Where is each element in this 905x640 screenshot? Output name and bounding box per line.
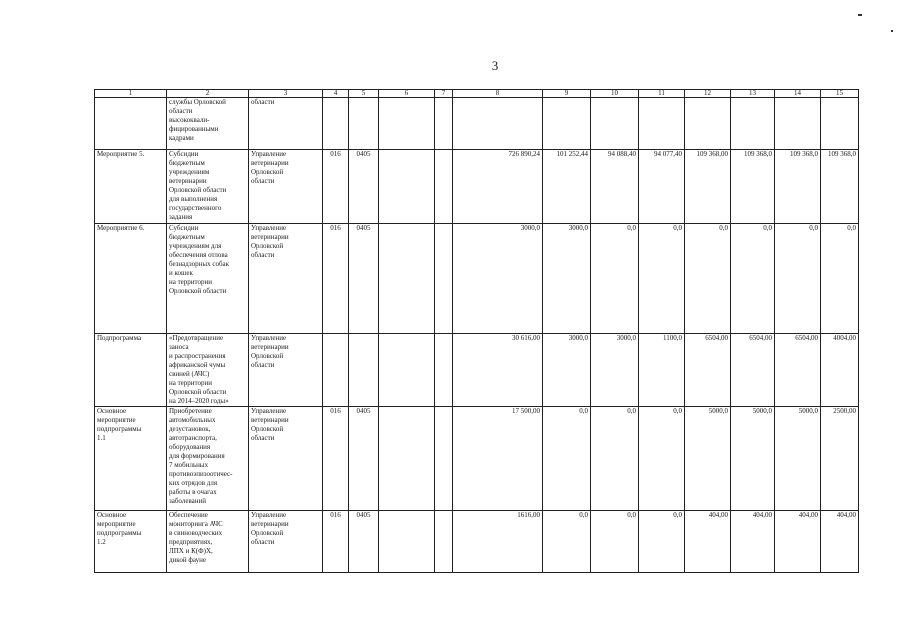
cell-text-line: заболеваний xyxy=(169,497,206,505)
cell-text-line: африканской чумы xyxy=(169,361,226,369)
table-cell-col-2 xyxy=(167,98,249,150)
header-cell: 14 xyxy=(775,90,821,98)
cell-text-line: Основное xyxy=(97,511,127,519)
cell-text-line: ветеринарии xyxy=(251,416,289,424)
table-cell-col-12: 404,00 xyxy=(685,511,731,573)
budget-table xyxy=(94,89,859,573)
cell-text-line: области xyxy=(251,434,275,442)
cell-text-line: ЛПХ и К(Ф)Х, xyxy=(169,547,213,555)
table-cell-col-11 xyxy=(639,98,685,150)
table-cell-col-1: Подпрограмма xyxy=(95,334,167,407)
cell-text-line: Управление xyxy=(251,224,287,232)
cell-text-line: и кошек xyxy=(169,269,193,277)
table-cell-col-5 xyxy=(349,98,379,150)
cell-text-line: Орловской xyxy=(251,425,284,433)
cell-text-line: ветеринарии xyxy=(251,233,289,241)
cell-text-line: ких отрядов для xyxy=(169,479,218,487)
table-cell-col-11: 0,0 xyxy=(639,511,685,573)
cell-text-line: учреждениям для xyxy=(169,242,222,250)
table-cell-col-12: 5000,0 xyxy=(685,407,731,511)
cell-text-line: области xyxy=(251,361,275,369)
cell-text-line: для формирования xyxy=(169,452,225,460)
table-cell-col-7 xyxy=(435,98,453,150)
cell-text-line: в свиноводческих xyxy=(169,529,223,537)
table-cell-col-11: 94 077,40 xyxy=(639,150,685,224)
cell-text-line: службы Орловской xyxy=(169,98,226,106)
table-cell-col-5: 0405 xyxy=(349,511,379,573)
table-cell-col-3 xyxy=(249,98,323,150)
table-cell-col-6 xyxy=(379,334,435,407)
header-cell: 12 xyxy=(685,90,731,98)
table-cell-col-15: 0,0 xyxy=(821,224,859,334)
cell-text-line: задания xyxy=(169,213,193,221)
table-cell-col-10: 0,0 xyxy=(591,407,639,511)
table-cell-col-7 xyxy=(435,334,453,407)
cell-text-line: Управление xyxy=(251,407,287,415)
table-cell-col-8: 17 500,00 xyxy=(453,407,543,511)
table-cell-col-4: 016 xyxy=(323,150,349,224)
cell-text-line: Орловской xyxy=(251,168,284,176)
cell-text-line: работы в очагах xyxy=(169,488,217,496)
table-cell-col-14: 6504,00 xyxy=(775,334,821,407)
table-cell-col-10 xyxy=(591,98,639,150)
cell-text-line: оборудования xyxy=(169,443,211,451)
cell-text-line: Субсидии xyxy=(169,150,199,158)
table-cell-col-13 xyxy=(731,98,775,150)
cell-text-line: подпрограммы xyxy=(97,425,142,433)
table-row xyxy=(95,511,859,573)
table-cell-col-14: 5000,0 xyxy=(775,407,821,511)
table-row xyxy=(95,407,859,511)
header-cell: 5 xyxy=(349,90,379,98)
table-cell-col-15: 109 368,0 xyxy=(821,150,859,224)
table-cell-col-7 xyxy=(435,150,453,224)
table-cell-col-13: 404,00 xyxy=(731,511,775,573)
header-cell: 1 xyxy=(95,90,167,98)
table-cell-col-4: 016 xyxy=(323,511,349,573)
table-cell-col-5: 0405 xyxy=(349,407,379,511)
table-cell-col-13: 6504,00 xyxy=(731,334,775,407)
cell-text-line: дикой фауне xyxy=(169,556,206,564)
table-cell-col-14: 404,00 xyxy=(775,511,821,573)
table-cell-col-15: 404,00 xyxy=(821,511,859,573)
table-cell-col-11: 0,0 xyxy=(639,224,685,334)
table-cell-col-2 xyxy=(167,150,249,224)
header-cell: 9 xyxy=(543,90,591,98)
table-cell-col-5 xyxy=(349,334,379,407)
header-cell: 6 xyxy=(379,90,435,98)
cell-text-line: для выполнения xyxy=(169,195,218,203)
cell-text-line: на территории xyxy=(169,379,212,387)
table-cell-col-11: 1100,0 xyxy=(639,334,685,407)
header-cell: 15 xyxy=(821,90,859,98)
cell-text-line: ветеринарии xyxy=(251,343,289,351)
table-row xyxy=(95,98,859,150)
table-cell-col-9: 101 252,44 xyxy=(543,150,591,224)
table-row xyxy=(95,150,859,224)
table-cell-col-1 xyxy=(95,98,167,150)
table-cell-col-3 xyxy=(249,334,323,407)
cell-text-line: Субсидии xyxy=(169,224,199,232)
table-cell-col-12: 0,0 xyxy=(685,224,731,334)
table-cell-col-4 xyxy=(323,334,349,407)
header-cell: 13 xyxy=(731,90,775,98)
cell-text-line: обеспечения отлова xyxy=(169,251,228,259)
cell-text-line: автотранспорта, xyxy=(169,434,217,442)
table-cell-col-2 xyxy=(167,511,249,573)
table-cell-col-8: 1616,00 xyxy=(453,511,543,573)
table-cell-col-10: 3000,0 xyxy=(591,334,639,407)
cell-text-line: области xyxy=(251,98,275,106)
table-cell-col-13: 0,0 xyxy=(731,224,775,334)
table-cell-col-10: 0,0 xyxy=(591,511,639,573)
cell-text-line: бюджетным xyxy=(169,159,205,167)
cell-text-line: Орловской области xyxy=(169,186,227,194)
cell-text-line: «Предотвращение xyxy=(169,334,224,342)
table-cell-col-4: 016 xyxy=(323,224,349,334)
table-cell-col-1: Мероприятие 5. xyxy=(95,150,167,224)
cell-text-line: на территории xyxy=(169,278,212,286)
cell-text-line: предприятиях, xyxy=(169,538,213,546)
table-cell-col-7 xyxy=(435,511,453,573)
table-cell-col-2 xyxy=(167,334,249,407)
page-number: 3 xyxy=(491,58,499,73)
table-cell-col-9: 3000,0 xyxy=(543,224,591,334)
table-cell-col-3 xyxy=(249,150,323,224)
cell-text-line: безнадзорных собак xyxy=(169,260,230,268)
cell-text-line: области xyxy=(251,538,275,546)
table-cell-col-6 xyxy=(379,98,435,150)
table-cell-col-4 xyxy=(323,98,349,150)
table-cell-col-10: 0,0 xyxy=(591,224,639,334)
table-cell-col-8 xyxy=(453,98,543,150)
cell-text-line: учреждениям xyxy=(169,168,210,176)
cell-text-line: области xyxy=(251,177,275,185)
table-cell-col-12: 109 368,00 xyxy=(685,150,731,224)
table-cell-col-14 xyxy=(775,98,821,150)
cell-text-line: ветеринарии xyxy=(251,520,289,528)
table-cell-col-13: 109 368,0 xyxy=(731,150,775,224)
cell-text-line: 1.1 xyxy=(97,434,106,442)
cell-text-line: мероприятие xyxy=(97,520,136,528)
table-cell-col-14: 109 368,0 xyxy=(775,150,821,224)
cell-text-line: дезустановок, xyxy=(169,425,211,433)
cell-text-line: на 2014–2020 годы» xyxy=(169,397,229,405)
header-cell: 3 xyxy=(249,90,323,98)
table-cell-col-6 xyxy=(379,150,435,224)
table-cell-col-5: 0405 xyxy=(349,224,379,334)
table-cell-col-8: 726 890,24 xyxy=(453,150,543,224)
cell-text-line: Орловской xyxy=(251,529,284,537)
table-cell-col-15: 2500,00 xyxy=(821,407,859,511)
table-row xyxy=(95,224,859,334)
cell-text-line: ветеринарии xyxy=(169,177,207,185)
header-cell: 2 xyxy=(167,90,249,98)
table-cell-col-4: 016 xyxy=(323,407,349,511)
cell-text-line: Орловской xyxy=(251,352,284,360)
table-cell-col-1 xyxy=(95,407,167,511)
header-cell: 8 xyxy=(453,90,543,98)
cell-text-line: Основное xyxy=(97,407,127,415)
cell-text-line: Орловской области xyxy=(169,287,227,295)
cell-text-line: области xyxy=(169,107,193,115)
table-cell-col-12: 6504,00 xyxy=(685,334,731,407)
table-cell-col-10: 94 088,40 xyxy=(591,150,639,224)
table-cell-col-1: Мероприятие 6. xyxy=(95,224,167,334)
cell-text-line: бюджетным xyxy=(169,233,205,241)
scan-mark xyxy=(858,14,862,16)
cell-text-line: кадрами xyxy=(169,134,194,142)
cell-text-line: Орловской области xyxy=(169,388,227,396)
table-cell-col-9 xyxy=(543,98,591,150)
table-cell-col-2 xyxy=(167,224,249,334)
table-row xyxy=(95,334,859,407)
table-cell-col-14: 0,0 xyxy=(775,224,821,334)
table-cell-col-3 xyxy=(249,224,323,334)
table-cell-col-15 xyxy=(821,98,859,150)
cell-text-line: государственного xyxy=(169,204,222,212)
cell-text-line: ветеринарии xyxy=(251,159,289,167)
table-cell-col-6 xyxy=(379,224,435,334)
table-cell-col-6 xyxy=(379,511,435,573)
table-cell-col-11: 0,0 xyxy=(639,407,685,511)
table-cell-col-12 xyxy=(685,98,731,150)
table-cell-col-9: 3000,0 xyxy=(543,334,591,407)
header-cell: 7 xyxy=(435,90,453,98)
header-cell: 10 xyxy=(591,90,639,98)
table-cell-col-3 xyxy=(249,511,323,573)
cell-text-line: фицированными xyxy=(169,125,219,133)
scan-mark xyxy=(891,30,893,32)
table-cell-col-8: 30 616,00 xyxy=(453,334,543,407)
cell-text-line: 7 мобильных xyxy=(169,461,209,469)
table-cell-col-6 xyxy=(379,407,435,511)
table-body xyxy=(95,90,859,573)
cell-text-line: свиней (АЧС) xyxy=(169,370,210,378)
cell-text-line: мониторинга АЧС xyxy=(169,520,223,528)
table-cell-col-8: 3000,0 xyxy=(453,224,543,334)
header-cell: 11 xyxy=(639,90,685,98)
cell-text-line: 1.2 xyxy=(97,538,106,546)
cell-text-line: Орловской xyxy=(251,242,284,250)
header-cell: 4 xyxy=(323,90,349,98)
cell-text-line: Управление xyxy=(251,150,287,158)
table-cell-col-15: 4004,00 xyxy=(821,334,859,407)
cell-text-line: высококвали- xyxy=(169,116,210,124)
cell-text-line: и распространения xyxy=(169,352,226,360)
cell-text-line: заноса xyxy=(169,343,189,351)
cell-text-line: Приобретение xyxy=(169,407,212,415)
cell-text-line: Управление xyxy=(251,511,287,519)
table-cell-col-9: 0,0 xyxy=(543,511,591,573)
cell-text-line: подпрограммы xyxy=(97,529,142,537)
table-cell-col-2 xyxy=(167,407,249,511)
table-cell-col-3 xyxy=(249,407,323,511)
cell-text-line: Управление xyxy=(251,334,287,342)
table-cell-col-7 xyxy=(435,407,453,511)
cell-text-line: противоэпизоотичес- xyxy=(169,470,233,478)
cell-text-line: автомобильных xyxy=(169,416,216,424)
table-cell-col-9: 0,0 xyxy=(543,407,591,511)
header-row xyxy=(95,90,859,98)
table-cell-col-13: 5000,0 xyxy=(731,407,775,511)
table-cell-col-1 xyxy=(95,511,167,573)
cell-text-line: мероприятие xyxy=(97,416,136,424)
cell-text-line: области xyxy=(251,251,275,259)
cell-text-line: Обеспечение xyxy=(169,511,208,519)
table-cell-col-5: 0405 xyxy=(349,150,379,224)
table-cell-col-7 xyxy=(435,224,453,334)
